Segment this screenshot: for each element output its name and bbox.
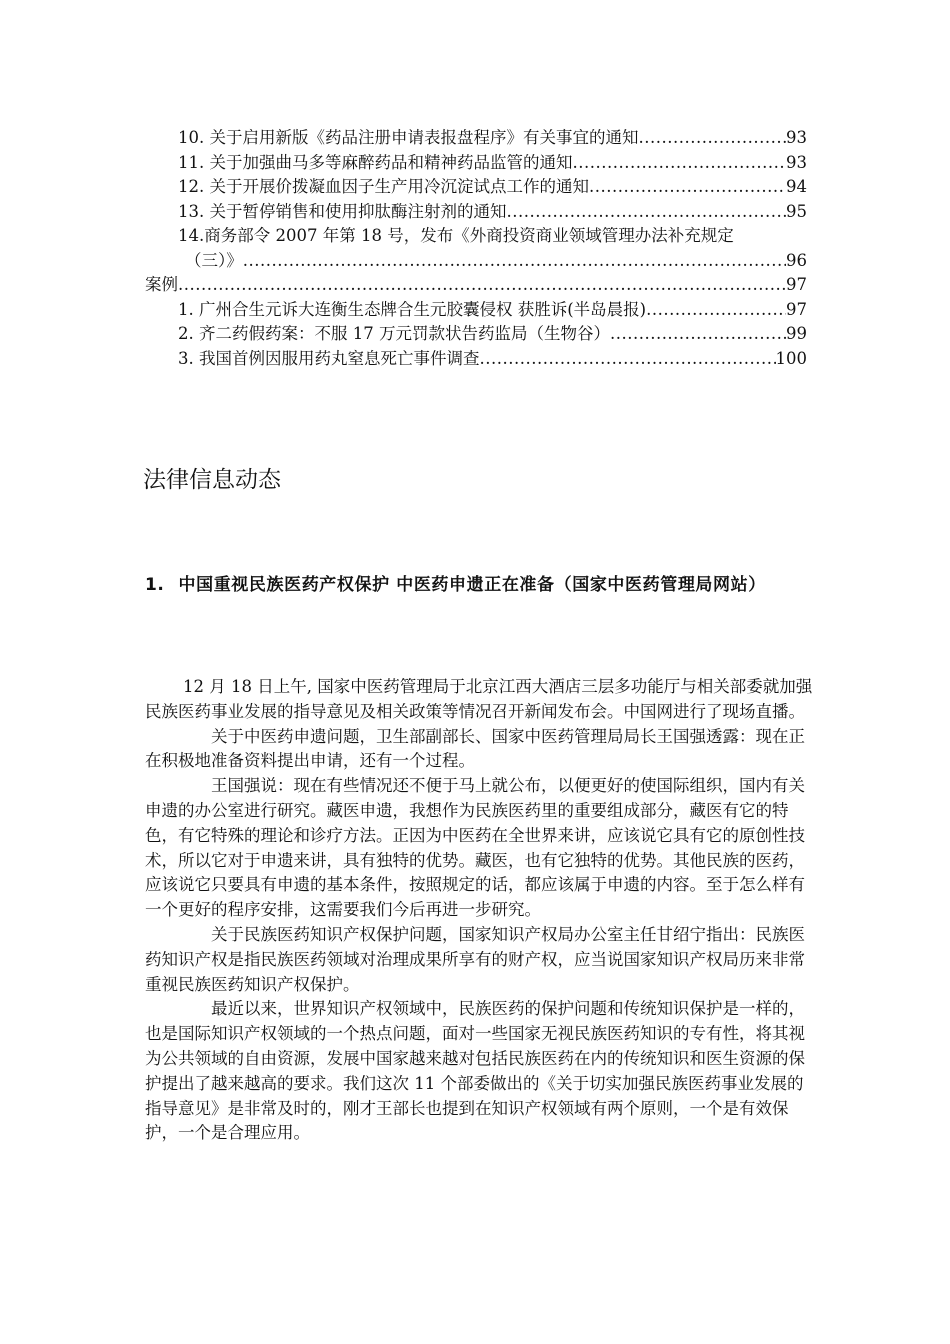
toc-entry-page: 93 [786,128,807,147]
toc-leader-dots [610,322,786,347]
toc-leader-dots [480,347,776,372]
toc-entry-page: 95 [786,201,807,221]
toc-entry-page: 99 [786,324,807,343]
table-of-contents [145,126,807,371]
toc-entry-text: 案例 [145,275,178,294]
toc-entry-text: 10. 关于启用新版《药品注册申请表报盘程序》有关事宜的通知 [178,128,639,147]
toc-entry[interactable] [145,151,807,176]
toc-entry-text: （三）》 [185,250,243,270]
article-paragraph: 王国强说：现在有些情况还不便于马上就公布，以便更好的使国际组织，国内有关申遗的办公室进行研究。藏医申遗，我想作为民族医药里的重要组成部分，藏医有它的特色，有它特殊的理论和诊疗方法。正因为中医药在全世界来讲，应该说它具有它的原创性技术，所以它对于申遗来讲，具有独特的优势。藏医，也有它独特的优势。其他民族的医药，应该说它只要具有申遗的基本条件，按照规定的话，都应该属于申遗的内容。至于怎么样有一个更好的程序安排，这需要我们今后再进一步研究。 [145,776,805,920]
toc-entry-page: 93 [786,152,807,172]
toc-entry-text: 13. 关于暂停销售和使用抑肽酶注射剂的通知 [178,201,507,221]
article-title [145,566,810,604]
toc-entry-text: 2. 齐二药假药案：不服 17 万元罚款状告药监局（生物谷） [178,324,610,343]
toc-entry-page: 100 [775,348,807,368]
toc-entry-text: 12. 关于开展价拨凝血因子生产用冷沉淀试点工作的通知 [178,177,589,196]
toc-entry-page: 96 [786,250,807,270]
toc-case-entry[interactable] [145,347,807,372]
toc-case-entry[interactable] [145,298,807,323]
toc-entry-page: 97 [786,275,807,294]
toc-leader-dots [573,151,787,176]
article-paragraph: 12 月 18 日上午, 国家中医药管理局于北京江西大酒店三层多功能厅与相关部委就加强民族医药事业发展的指导意见及相关政策等情况召开新闻发布会。中国网进行了现场直播。 [145,677,813,721]
toc-entry[interactable] [145,175,807,200]
toc-leader-dots [243,249,786,274]
toc-entry-continuation[interactable] [145,249,807,274]
section-title: 法律信息动态 [143,467,281,493]
toc-entry-page: 97 [786,299,807,319]
article-body [145,675,813,1146]
toc-case-heading[interactable] [145,273,807,298]
toc-entry[interactable] [145,200,807,225]
article-paragraph: 关于民族医药知识产权保护问题，国家知识产权局办公室主任甘绍宁指出：民族医药知识产权是指民族医药领域对治理成果所享有的财产权，应当说国家知识产权局历来非常重视民族医药知识产权保护。 [145,924,805,994]
toc-entry[interactable] [145,126,807,151]
toc-entry[interactable] [145,224,807,249]
toc-leader-dots [507,200,787,225]
toc-leader-dots [589,175,786,200]
article-paragraph: 关于中医药申遗问题，卫生部副部长、国家中医药管理局局长王国强透露：现在正在积极地准备资料提出申请，还有一个过程。 [145,726,805,771]
toc-entry-page: 94 [786,177,807,196]
article-paragraph: 最近以来，世界知识产权领域中，民族医药的保护问题和传统知识保护是一样的，也是国际知识产权领域的一个热点问题，面对一些国家无视民族医药知识的专有性，将其视为公共领域的自由资源，发展中国家越来越对包括民族医药在内的传统知识和医生资源的保护提出了越来越高的要求。我们这次 11 个部委做出的《关于切实加强民族医药事业发展的指导意见》是非常及时的，刚才王部长也提到在知识产权领域有两个原则，一个是有效保护，一个是合理应用。 [145,999,805,1143]
toc-leader-dots [178,273,786,298]
toc-entry-text: 11. 关于加强曲马多等麻醉药品和精神药品监管的通知 [178,152,573,172]
article-title-text: 中国重视民族医药产权保护 中医药申遗正在准备（国家中医药管理局网站） [178,575,766,595]
toc-leader-dots [639,126,787,151]
toc-entry-text: 14.商务部令 2007 年第 18 号，发布《外商投资商业领域管理办法补充规定 [178,226,734,245]
toc-entry-text: 1. 广州合生元诉大连衡生态牌合生元胶囊侵权 获胜诉(半岛晨报) [178,299,647,319]
toc-case-entry[interactable] [145,322,807,347]
article-number: 1. [145,575,165,595]
toc-leader-dots [646,298,786,323]
toc-entry-text: 3. 我国首例因服用药丸窒息死亡事件调查 [178,348,480,368]
